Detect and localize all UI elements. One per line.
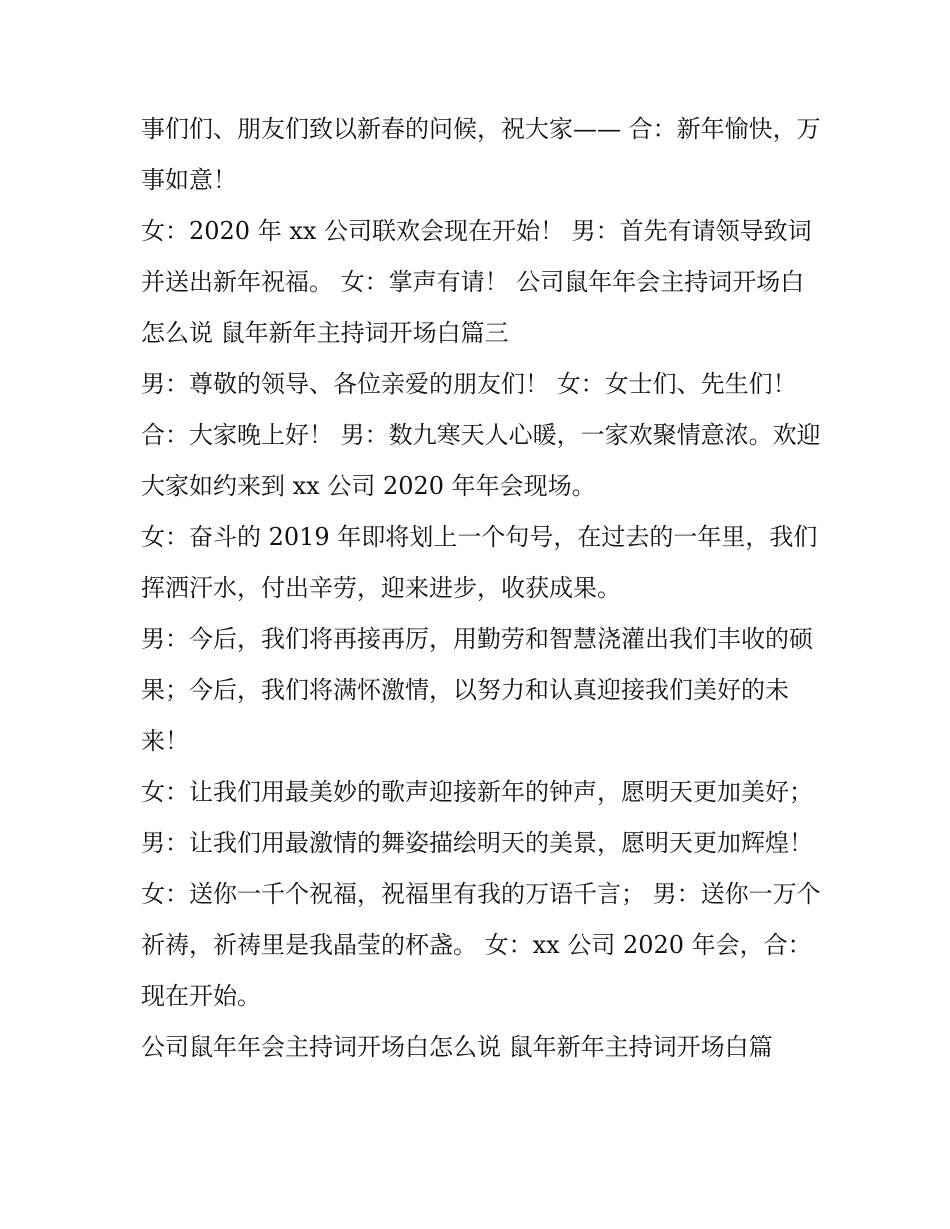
paragraph: 事们们、朋友们致以新春的问候，祝大家—— 合：新年愉快，万事如意！ bbox=[141, 115, 821, 194]
paragraph: 男：尊敬的领导、各位亲爱的朋友们！ 女：女士们、先生们！ 合：大家晚上好！ 男：数九寒天人心暖，一家欢聚情意浓。欢迎大家如约来到 xx 公司 2020 年年会现场。 bbox=[141, 370, 821, 500]
paragraph: 男：今后，我们将再接再厉，用勤劳和智慧浇灌出我们丰收的硕果；今后，我们将满怀激情，以努力和认真迎接我们美好的未来！ bbox=[141, 625, 813, 755]
paragraph: 女：送你一千个祝福，祝福里有我的万语千言； 男：送你一万个祈祷，祈祷里是我晶莹的杯盏。 女：xx 公司 2020 年会，合：现在开始。 bbox=[141, 880, 821, 1010]
paragraph: 女：奋斗的 2019 年即将划上一个句号，在过去的一年里，我们挥洒汗水，付出辛劳，迎来进步，收获成果。 bbox=[141, 523, 818, 602]
paragraph: 公司鼠年年会主持词开场白怎么说 鼠年新年主持词开场白篇 bbox=[141, 1033, 773, 1061]
document-body bbox=[141, 104, 821, 1073]
paragraph: 女：2020 年 xx 公司联欢会现在开始！ 男：首先有请领导致词并送出新年祝福。 女：掌声有请！ 公司鼠年年会主持词开场白怎么说 鼠年新年主持词开场白篇三 bbox=[141, 217, 812, 347]
paragraph: 女：让我们用最美妙的歌声迎接新年的钟声，愿明天更加美好； 男：让我们用最激情的舞姿描绘明天的美景，愿明天更加辉煌！ bbox=[141, 778, 813, 857]
